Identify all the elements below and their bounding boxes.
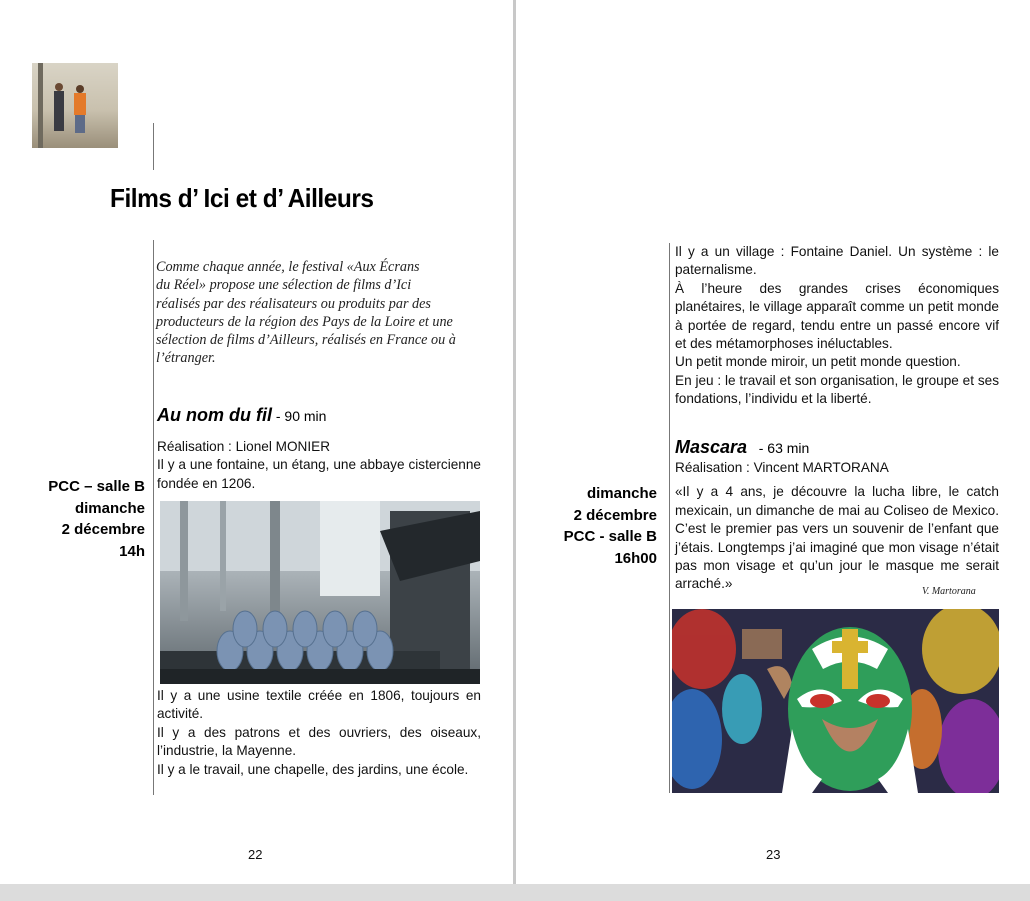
paragraph: À l’heure des grandes crises économiques planétaires, le village apparaît comme un petit monde à portée de regard, tendu entre un passé encore vif et des métamorphoses inéluctables. — [675, 280, 999, 352]
page-number-right: 23 — [766, 847, 781, 862]
film-description-right — [675, 243, 999, 409]
film-heading-au-nom-du-fil — [157, 405, 326, 426]
film-director: Réalisation : Lionel MONIER — [157, 439, 331, 454]
film-credits-left — [157, 438, 481, 493]
vertical-rule-top — [153, 123, 154, 170]
quote-signature: V. Martorana — [922, 586, 976, 597]
schedule-venue: PCC – salle B — [48, 478, 145, 495]
page-number-left: 22 — [248, 847, 263, 862]
film-description-line: Il y a une fontaine, un étang, une abbaye cistercienne fondée en 1206. — [157, 457, 481, 491]
film-title: Au nom du fil — [157, 405, 272, 425]
viewer-bottom-strip — [0, 884, 1030, 901]
header-thumbnail-image — [32, 63, 118, 148]
film-description-line: Il y a une usine textile créée en 1806, toujours en activité. — [157, 688, 481, 722]
schedule-time: 16h00 — [614, 549, 657, 567]
film-duration: - 90 min — [271, 408, 327, 424]
schedule-day: dimanche — [586, 485, 657, 502]
schedule-left — [48, 476, 145, 562]
film-duration: - 63 min — [747, 440, 810, 456]
page-gutter — [513, 0, 516, 901]
schedule-venue: PCC - salle B — [563, 528, 657, 545]
film-credits-right — [675, 459, 999, 594]
film-director: Réalisation : Vincent MARTORANA — [675, 460, 889, 475]
paragraph: En jeu : le travail et son organisation, le groupe et ses fondations, l’individu et la liberté. — [675, 372, 999, 407]
film-description-line: Il y a des patrons et des ouvriers, des oiseaux, l’industrie, la Mayenne. — [157, 724, 481, 759]
vertical-rule-right — [669, 243, 670, 793]
schedule-date: 2 décembre — [61, 521, 145, 538]
schedule-time: 14h — [119, 542, 145, 560]
section-title: Films d’ Ici et d’ Ailleurs — [110, 183, 374, 213]
schedule-date: 2 décembre — [573, 506, 657, 524]
vertical-rule-left — [153, 240, 154, 795]
schedule-right — [564, 483, 657, 569]
film-heading-mascara — [675, 437, 809, 458]
paragraph: Il y a un village : Fontaine Daniel. Un système : le paternalisme. — [675, 244, 999, 278]
film-quote: «Il y a 4 ans, je découvre la lucha libre, le catch mexicain, un dimanche de mai au Coliseo de Mexico. C’est le premier pas vers un souvenir de l’enfant que j’étais. Longtemps j’ai imaginé que mon visage n’était pas mon visage et qu’un jour le masque me serait arraché.» — [675, 484, 999, 592]
intro-paragraph: Comme chaque année, le festival «Aux Écrans du Réel» propose une sélection de films d’Ici réalisés par des réalisateurs ou produits par des producteurs de la région des Pays de la Loire et une sélection de films d’Ailleurs, réalisés en France ou à l’étranger. — [156, 259, 456, 367]
film-title: Mascara — [675, 437, 748, 457]
film-description-left — [157, 687, 481, 779]
textile-factory-photo — [160, 501, 480, 684]
film-description-line: Il y a le travail, une chapelle, des jardins, une école. — [157, 761, 469, 777]
wrestler-mask-photo — [672, 609, 999, 793]
schedule-day: dimanche — [74, 499, 145, 517]
paragraph: Un petit monde miroir, un petit monde question. — [675, 354, 961, 370]
